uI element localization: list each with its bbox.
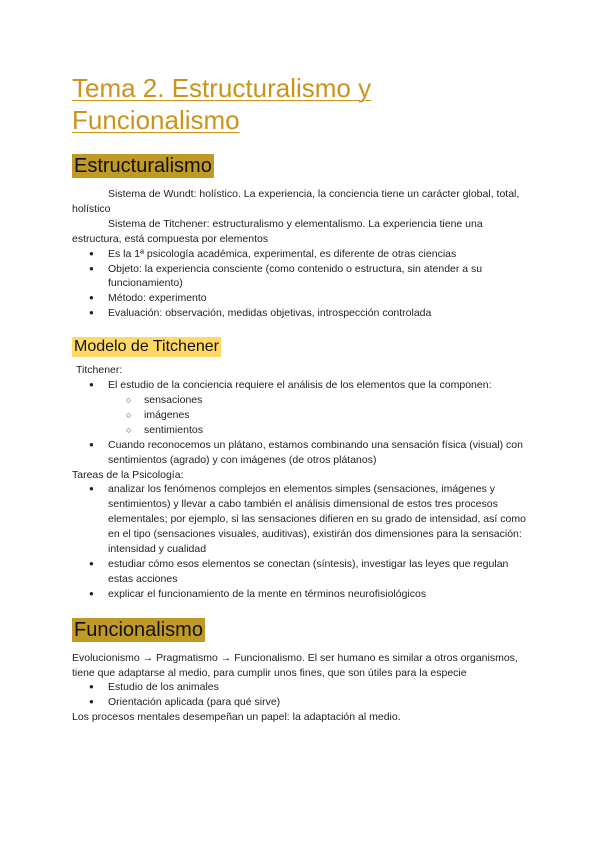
document-page: [72, 72, 532, 725]
estructuralismo-list: [72, 247, 532, 322]
list-item: ● estudiar cómo esos elementos se conectan (síntesis), investigar las leyes que regulan estas acciones: [72, 557, 532, 587]
paragraph-titchener-intro: Titchener:: [76, 364, 123, 377]
list-item: ● Estudio de los animales: [72, 680, 532, 695]
paragraph-procesos-mentales: Los procesos mentales desempeñan un papel: la adaptación al medio.: [72, 711, 401, 724]
paragraph-titchener: Sistema de Titchener: estructuralismo y elementalismo. La experiencia tiene una estructura, está compuesta por elementos: [72, 217, 483, 245]
list-item: ● analizar los fenómenos complejos en elementos simples (sensaciones, imágenes y sentimientos) y llevar a cabo también el análisis dimensional de estos tres procesos elementales; por ejemplo, si las sensaciones difieren en su grado de intensidad, así como en el tipo (sensaciones visuales, auditivas), existirán dos dimensiones para la sensación: intensidad y cualidad: [72, 482, 532, 557]
list-item: ● Objeto: la experiencia consciente (como contenido o estructura, sin atender a su funcionamiento): [72, 262, 532, 292]
paragraph-tareas-label: Tareas de la Psicología:: [72, 468, 184, 481]
list-item: [72, 378, 532, 438]
tareas-list: [72, 482, 532, 601]
heading-funcionalismo: Funcionalismo: [74, 618, 203, 641]
sublist-item: ○ sensaciones: [72, 393, 532, 408]
elements-sublist: [72, 393, 532, 438]
funcionalismo-list: [72, 680, 532, 710]
list-item: ● Es la 1ª psicología académica, experimental, es diferente de otras ciencias: [72, 247, 532, 262]
list-item: ● Método: experimento: [72, 291, 532, 306]
sublist-item: ○ imágenes: [72, 408, 532, 423]
list-item: ● explicar el funcionamiento de la mente en términos neurofisiológicos: [72, 587, 532, 602]
heading-estructuralismo: Estructuralismo: [74, 155, 212, 177]
list-item-text: El estudio de la conciencia requiere el análisis de los elementos que la componen:: [108, 379, 492, 392]
list-item: ● Evaluación: observación, medidas objetivas, introspección controlada: [72, 306, 532, 321]
modelo-list: [72, 378, 532, 467]
section-funcionalismo: [72, 618, 532, 726]
list-item: ● Cuando reconocemos un plátano, estamos combinando una sensación física (visual) con sentimientos (agrado) y con imágenes (de otros plátanos): [72, 438, 532, 468]
heading-modelo-titchener: Modelo de Titchener: [74, 338, 219, 356]
sublist-item: ○ sentimientos: [72, 423, 532, 438]
section-estructuralismo: [72, 154, 532, 321]
document-title: Tema 2. Estructuralismo y Funcionalismo: [72, 73, 372, 135]
paragraph-wundt: Sistema de Wundt: holístico. La experiencia, la conciencia tiene un carácter global, total, holístico: [72, 188, 520, 215]
paragraph-evolucionismo: Evolucionismo → Pragmatismo → Funcionalismo. El ser humano es similar a otros organismos, tiene que adaptarse al medio, para cumplir unos fines, que son útiles para la especie: [72, 651, 518, 679]
section-modelo-titchener: [72, 337, 532, 602]
list-item: ● Orientación aplicada (para qué sirve): [72, 695, 532, 710]
